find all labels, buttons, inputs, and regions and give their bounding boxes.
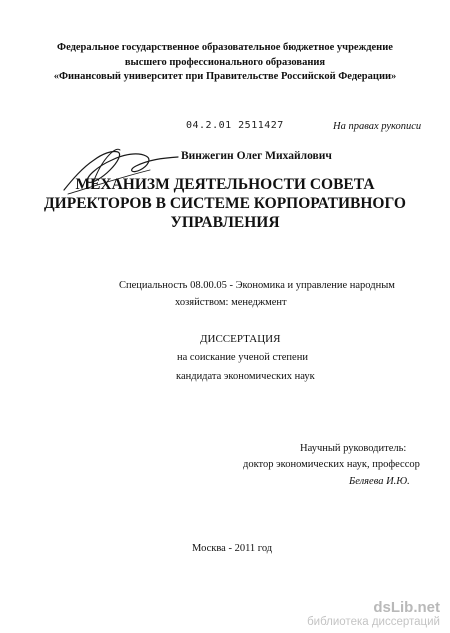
specialty-line-1: Специальность 08.00.05 - Экономика и управление народным xyxy=(119,280,395,291)
supervisor-name: Беляева И.Ю. xyxy=(349,476,410,487)
organization-line-1: Федеральное государственное образовательное бюджетное учреждение xyxy=(57,42,393,53)
supervisor-label: Научный руководитель: xyxy=(300,443,407,454)
organization-line-3: «Финансовый университет при Правительстве Российской Федерации» xyxy=(53,71,397,82)
degree-line-2: кандидата экономических наук xyxy=(176,371,315,382)
watermark-subtitle: библиотека диссертаций xyxy=(307,616,440,628)
dissertation-title-line-1: МЕХАНИЗМ ДЕЯТЕЛЬНОСТИ СОВЕТА xyxy=(75,176,375,193)
city-year: Москва - 2011 год xyxy=(192,543,273,554)
organization-line-2: высшего профессионального образования xyxy=(124,57,326,68)
dissertation-title-line-3: УПРАВЛЕНИЯ xyxy=(170,214,280,231)
specialty-line-2: хозяйством: менеджмент xyxy=(175,297,287,308)
rights-note: На правах рукописи xyxy=(333,121,422,132)
supervisor-degree: доктор экономических наук, профессор xyxy=(243,459,420,470)
dissertation-heading: ДИССЕРТАЦИЯ xyxy=(200,333,281,345)
watermark-logo: dsLib.net xyxy=(373,599,440,616)
watermark xyxy=(307,600,440,629)
degree-line-1: на соискание ученой степени xyxy=(177,352,308,363)
author-name: Винжегин Олег Михайлович xyxy=(181,150,332,162)
archive-stamp-number: 04.2.01 2511427 xyxy=(186,120,284,131)
dissertation-title-line-2: ДИРЕКТОРОВ В СИСТЕМЕ КОРПОРАТИВНОГО xyxy=(44,195,406,212)
